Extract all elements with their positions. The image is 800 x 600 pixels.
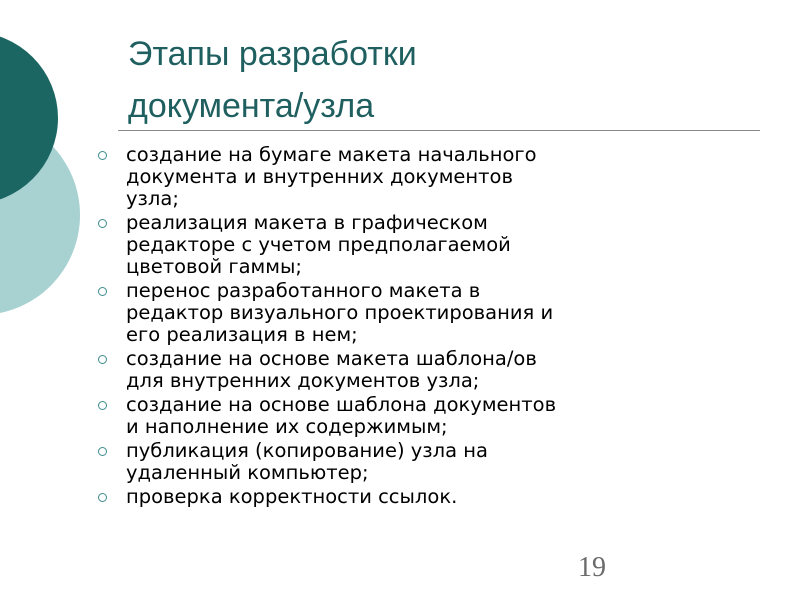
bullet-icon xyxy=(98,151,107,160)
list-item xyxy=(98,440,778,484)
item-line: документа и внутренних документов xyxy=(126,165,513,188)
slide-title xyxy=(128,28,748,132)
item-line: создание на основе шаблона документов xyxy=(126,393,557,416)
bullet-icon xyxy=(98,493,107,502)
item-line: редакторе с учетом предполагаемой xyxy=(126,233,511,256)
item-line: создание на бумаге макета начального xyxy=(126,143,537,166)
bullet-icon xyxy=(98,355,107,364)
item-line: реализация макета в графическом xyxy=(126,211,488,234)
list-item xyxy=(98,348,778,392)
item-line: и наполнение их содержимым; xyxy=(126,415,448,438)
item-line: редактор визуального проектирования и xyxy=(126,301,554,324)
item-line: для внутренних документов узла; xyxy=(126,369,480,392)
item-line: удаленный компьютер; xyxy=(126,461,369,484)
item-line: создание на основе макета шаблона/ов xyxy=(126,347,537,370)
light-teal-circle xyxy=(0,115,80,315)
dark-teal-circle xyxy=(0,32,58,204)
item-line: перенос разработанного макета в xyxy=(126,279,481,302)
list-item xyxy=(98,144,778,210)
bullet-icon xyxy=(98,219,107,228)
list-item xyxy=(98,280,778,346)
title-line-2: документа/узла xyxy=(128,87,375,125)
bullet-icon xyxy=(98,287,107,296)
item-line: публикация (копирование) узла на xyxy=(126,439,488,462)
item-line: его реализация в нем; xyxy=(126,323,358,346)
bullet-icon xyxy=(98,401,107,410)
item-line: узла; xyxy=(126,187,179,210)
list-item xyxy=(98,486,778,508)
title-divider xyxy=(118,130,760,131)
item-line: проверка корректности ссылок. xyxy=(126,485,458,508)
page-number: 19 xyxy=(578,552,606,583)
list-item xyxy=(98,212,778,278)
bullet-icon xyxy=(98,447,107,456)
title-line-1: Этапы разработки xyxy=(128,35,417,73)
list-item xyxy=(98,394,778,438)
bullet-list xyxy=(98,144,778,510)
item-line: цветовой гаммы; xyxy=(126,255,302,278)
